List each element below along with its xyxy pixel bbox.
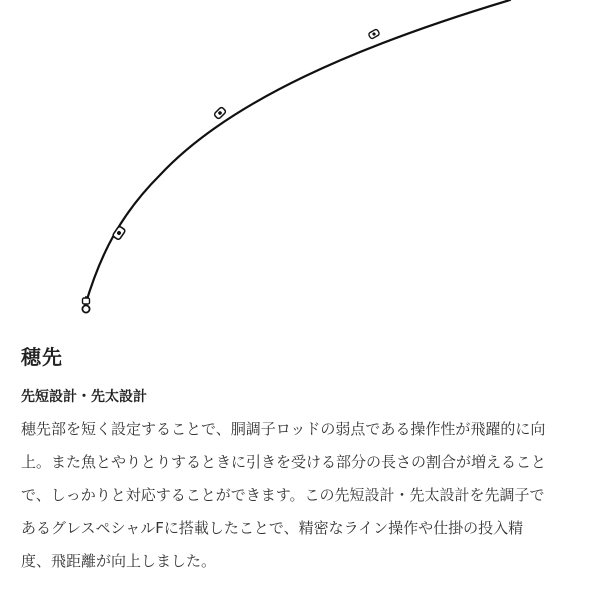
tip-top-guide-icon — [82, 298, 89, 313]
description-line: あるグレスペシャルFに搭載したことで、精密なライン操作や仕掛の投入精 — [21, 519, 524, 537]
line-guide-icon — [214, 107, 227, 120]
description-line: 度、飛距離が向上しました。 — [21, 552, 217, 570]
feature-description — [21, 413, 586, 578]
line-guide-icon — [112, 226, 125, 240]
description-line: 穂先部を短く設定することで、胴調子ロッドの弱点である操作性が飛躍的に向 — [21, 420, 546, 438]
rod-blank — [85, 0, 510, 306]
feature-subheading: 先短設計・先太設計 — [21, 389, 147, 405]
description-line: 上。また魚とやりとりするときに引きを受ける部分の長さの割合が増えること — [21, 453, 547, 471]
description-line: で、しっかりと対応することができます。この先短設計・先太設計を先調子で — [21, 486, 545, 504]
section-title: 穂先 — [21, 345, 63, 369]
line-guide-icon — [368, 29, 380, 40]
